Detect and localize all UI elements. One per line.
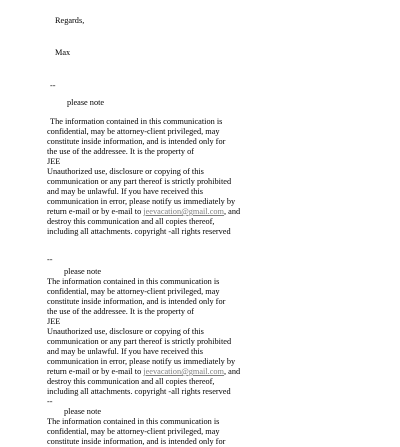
- notice-line: constitute inside information, and is intended only for: [47, 297, 226, 306]
- notice-separator: --: [47, 397, 53, 406]
- notice-line: confidential, may be attorney-client privileged, may: [47, 427, 220, 436]
- notice-line: return e-mail or by e-mail to: [47, 207, 142, 216]
- notice-line: communication in error, please notify us immediately by: [47, 357, 236, 366]
- notice-line: and may be unlawful. If you have received this: [47, 187, 203, 196]
- notice-line: The information contained in this communication is: [50, 117, 223, 126]
- notice-line: including all attachments. copyright -all rights reserved: [47, 227, 231, 236]
- notice-line-suffix: , and: [223, 367, 241, 376]
- notice-line: Unauthorized use, disclosure or copying of this: [47, 327, 204, 336]
- notice-line: communication or any part thereof is strictly prohibited: [47, 177, 232, 186]
- notice-heading: please note: [64, 407, 102, 416]
- notice-line-suffix: , and: [223, 207, 241, 216]
- notice-line: destroy this communication and all copies thereof,: [47, 377, 215, 386]
- notice-3-clip: [0, 396, 400, 406]
- notice-line: including all attachments. copyright -all rights reserved: [47, 387, 231, 396]
- signature-separator: --: [50, 81, 56, 90]
- notice-line: destroy this communication and all copies thereof,: [47, 217, 215, 226]
- notice-line: constitute inside information, and is intended only for: [47, 137, 226, 146]
- notice-line: Unauthorized use, disclosure or copying of this: [47, 167, 204, 176]
- notice-line: confidential, may be attorney-client privileged, may: [47, 287, 220, 296]
- signature-name: Max: [55, 48, 71, 57]
- notice-line: the use of the addressee. It is the property of: [47, 147, 194, 156]
- notice-heading: please note: [64, 267, 102, 276]
- notice-line: JEE: [47, 317, 61, 326]
- notice-line: JEE: [47, 157, 61, 166]
- notice-heading: please note: [67, 98, 105, 107]
- notice-line: and may be unlawful. If you have received this: [47, 347, 203, 356]
- closing-text: Regards,: [55, 16, 85, 25]
- notice-line: return e-mail or by e-mail to: [47, 367, 142, 376]
- notice-line: The information contained in this communication is: [47, 417, 220, 426]
- notice-line: communication or any part thereof is strictly prohibited: [47, 337, 232, 346]
- notice-line: confidential, may be attorney-client privileged, may: [47, 127, 220, 136]
- notice-line: communication in error, please notify us immediately by: [47, 197, 236, 206]
- notice-line: the use of the addressee. It is the property of: [47, 307, 194, 316]
- notice-line: constitute inside information, and is intended only for: [47, 437, 226, 446]
- notice-separator: --: [47, 255, 53, 264]
- email-link[interactable]: jeevacation@gmail.com: [143, 367, 224, 376]
- email-link[interactable]: jeevacation@gmail.com: [143, 207, 224, 216]
- notice-line: The information contained in this communication is: [47, 277, 220, 286]
